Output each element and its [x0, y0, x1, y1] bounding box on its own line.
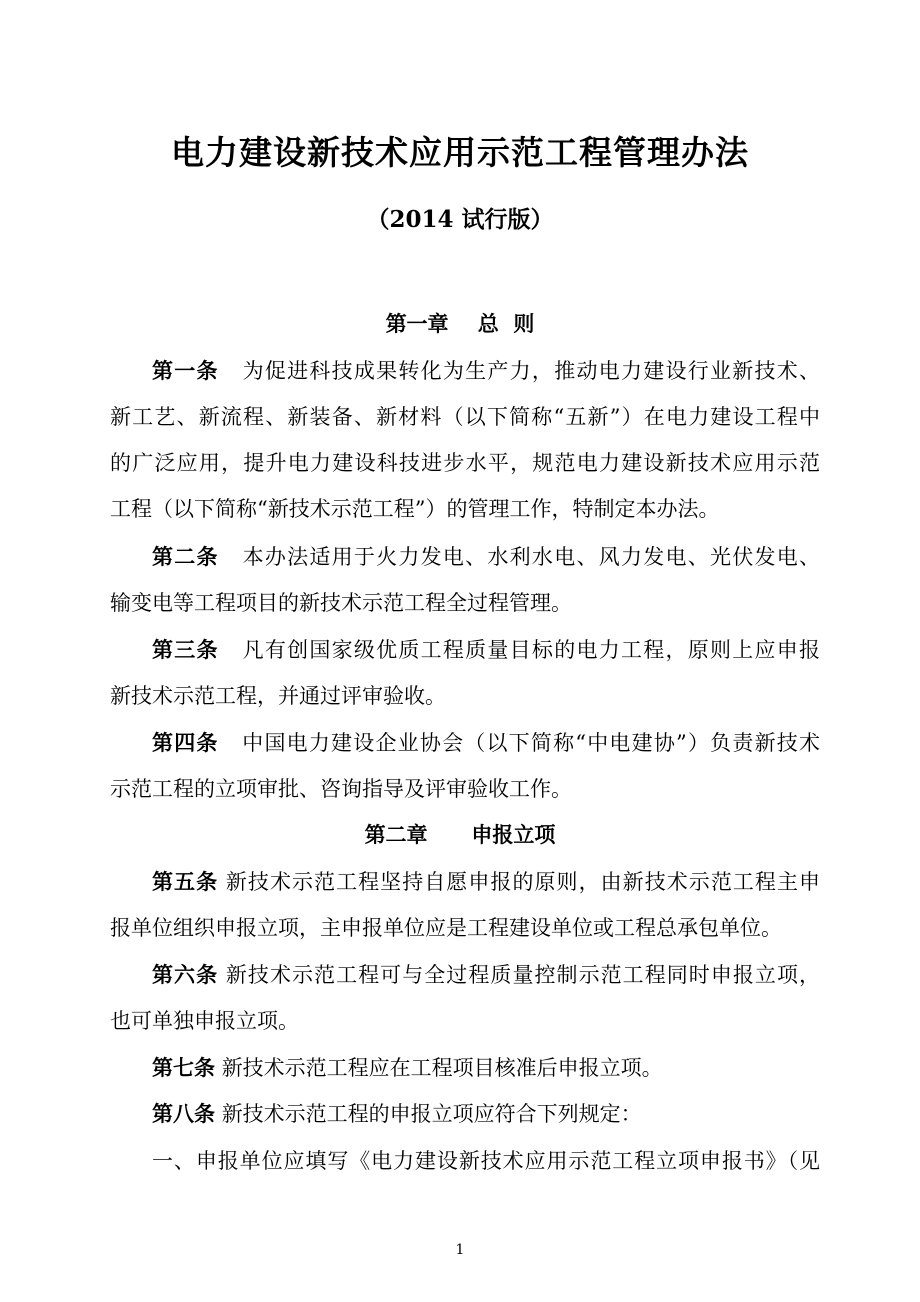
article-3-label: 第三条 — [152, 637, 219, 662]
article-8-label: 第八条 — [152, 1101, 215, 1126]
article-3-line-2: 新技术示范工程，并通过评审验收。 — [110, 684, 446, 708]
article-2-text-1: 本办法适用于火力发电、水利水电、风力发电、光伏发电、 — [242, 545, 821, 569]
article-3-line-1 — [152, 630, 820, 670]
article-1-text-1: 为促进科技成果转化为生产力，推动电力建设行业新技术、 — [242, 359, 821, 383]
article-5-text-1: 新技术示范工程坚持自愿申报的原则，由新技术示范工程主申 — [225, 870, 821, 894]
article-4-line-2: 示范工程的立项审批、咨询指导及评审验收工作。 — [110, 777, 572, 801]
document-subtitle: （2014 试行版） — [366, 206, 554, 233]
article-6-label: 第六条 — [152, 962, 219, 987]
chapter-1-heading: 第一章 总 则 — [385, 311, 535, 336]
article-6-line-2: 也可单独申报立项。 — [110, 1009, 299, 1033]
document-title: 电力建设新技术应用示范工程管理办法 — [171, 133, 749, 172]
article-1-line-3: 的广泛应用，提升电力建设科技进步水平，规范电力建设新技术应用示范 — [110, 451, 820, 475]
article-6-line-1 — [152, 955, 820, 995]
article-8-text-1: 新技术示范工程的申报立项应符合下列规定： — [221, 1102, 642, 1126]
article-1-line-2: 新工艺、新流程、新装备、新材料（以下简称“五新”）在电力建设工程中 — [110, 405, 820, 429]
article-5-line-2: 报单位组织申报立项，主申报单位应是工程建设单位或工程总承包单位。 — [110, 916, 782, 940]
page-number: 1 — [455, 1242, 465, 1258]
article-5-line-1 — [152, 862, 820, 902]
article-2-line-2: 输变电等工程项目的新技术示范工程全过程管理。 — [110, 591, 572, 615]
article-8-line-1 — [152, 1094, 820, 1134]
article-4-line-1 — [152, 723, 820, 763]
article-5-label: 第五条 — [152, 869, 219, 894]
article-6-text-1: 新技术示范工程可与全过程质量控制示范工程同时申报立项， — [225, 963, 821, 987]
article-7-line-1 — [152, 1048, 820, 1088]
article-8-item-1: 一、申报单位应填写《电力建设新技术应用示范工程立项申报书》（见 — [152, 1149, 820, 1173]
article-1-label: 第一条 — [152, 358, 219, 383]
article-7-label: 第七条 — [152, 1055, 215, 1080]
article-4-text-1: 中国电力建设企业协会（以下简称“中电建协”）负责新技术 — [242, 731, 820, 755]
article-2-line-1 — [152, 537, 820, 577]
article-1-line-4: 工程（以下简称“新技术示范工程”）的管理工作，特制定本办法。 — [110, 497, 720, 521]
chapter-2-heading: 第二章 申报立项 — [364, 822, 556, 847]
article-1-line-1 — [152, 351, 820, 391]
article-2-label: 第二条 — [152, 544, 219, 569]
article-4-label: 第四条 — [152, 730, 219, 755]
article-7-text-1: 新技术示范工程应在工程项目核准后申报立项。 — [221, 1056, 663, 1080]
article-3-text-1: 凡有创国家级优质工程质量目标的电力工程，原则上应申报 — [242, 638, 821, 662]
